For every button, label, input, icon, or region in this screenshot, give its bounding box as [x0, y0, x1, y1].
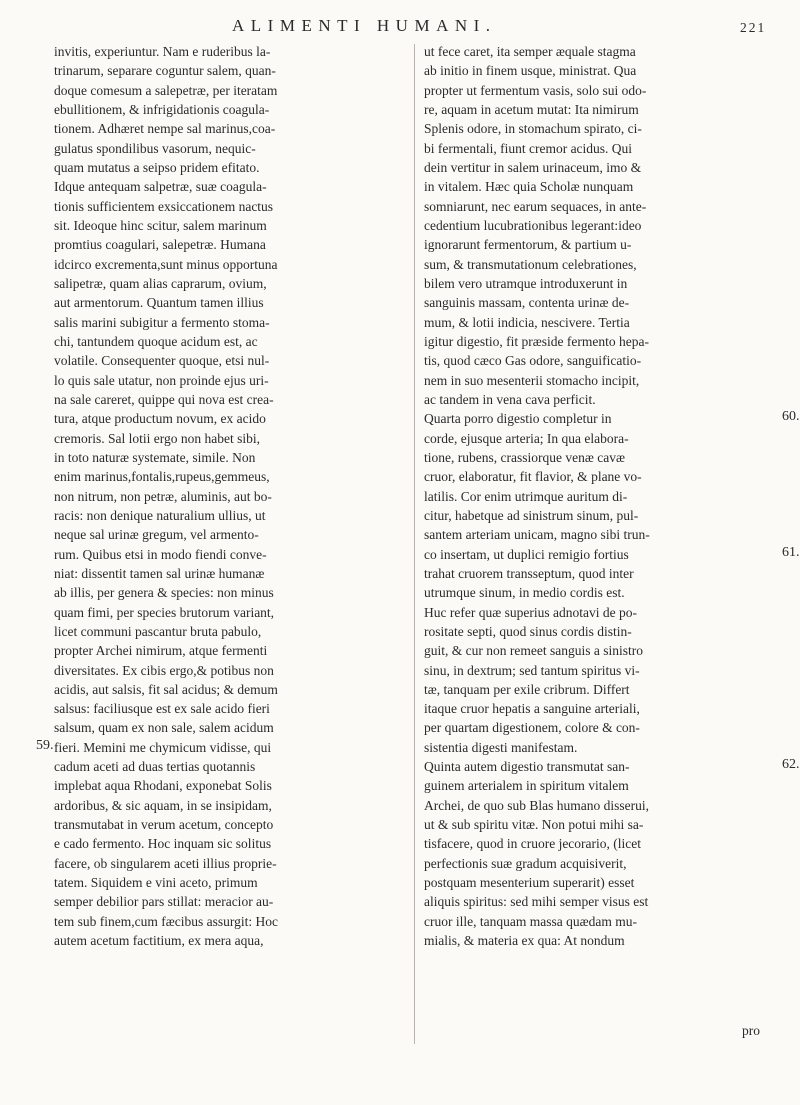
text-line: propter ut fermentum vasis, solo sui odo- — [424, 82, 647, 98]
text-line: e cado fermento. Hoc inquam sic solitus — [54, 836, 272, 852]
text-line: cruor ille, tanquam massa quædam mu- — [424, 913, 637, 929]
text-line: Archei, de quo sub Blas humano disserui, — [424, 797, 649, 813]
text-line: gulatus spondilibus vasorum, nequic- — [54, 140, 256, 156]
text-line: semper debilior pars stillat: meracior au- — [54, 894, 274, 910]
text-line: fieri. Memini me chymicum vidisse, qui — [54, 739, 272, 755]
text-line: quam mutatus a seipso pridem efitato. — [54, 159, 260, 175]
text-line: Idque antequam salpetræ, suæ coagula- — [54, 179, 267, 195]
text-line: tatem. Siquidem e vini aceto, primum — [54, 875, 258, 891]
text-line: tionis sufficientem exsiccationem nactus — [54, 198, 274, 214]
text-line: na sale careret, quippe qui nova est crea- — [54, 391, 274, 407]
text-line: ebullitionem, & infrigidationis coagula- — [54, 101, 270, 117]
column-divider — [414, 44, 415, 1044]
text-line: co insertam, ut duplici remigio fortius — [424, 546, 629, 562]
text-line: chi, tantundem quoque acidum est, ac — [54, 333, 258, 349]
text-line: trahat cruorem transseptum, quod inter — [424, 565, 634, 581]
text-line: guinem arterialem in spiritum vitalem — [424, 778, 629, 794]
text-line: rum. Quibus etsi in modo fiendi conve- — [54, 546, 267, 562]
text-line: somniarunt, nec earum sequaces, in ante- — [424, 198, 647, 214]
text-line: ab initio in finem usque, ministrat. Qua — [424, 63, 637, 79]
text-line: neque sal urinæ gregum, vel armento- — [54, 527, 259, 543]
text-line: sinu, in dextrum; sed tantum spiritus vi- — [424, 662, 640, 678]
text-line: implebat aqua Rhodani, exponebat Solis — [54, 778, 272, 794]
paragraph-number: 59. — [36, 737, 54, 753]
paragraph-number: 62. — [782, 757, 800, 773]
text-line: autem acetum factitium, ex mera aqua, — [54, 933, 264, 949]
text-line: sum, & transmutationum celebrationes, — [424, 256, 637, 272]
text-line: perfectionis suæ gradum acquisiverit, — [424, 855, 627, 871]
text-line: Huc refer quæ superius adnotavi de po- — [424, 604, 637, 620]
text-line: doque comesum a salepetræ, per iteratam — [54, 82, 278, 98]
text-line: Quarta porro digestio completur in — [424, 411, 612, 427]
text-line: acidis, aut salsis, fit sal acidus; & demum — [54, 681, 278, 697]
text-line: sanguinis massam, contenta urinæ de- — [424, 295, 630, 311]
text-line: guit, & cur non remeet sanguis a sinistro — [424, 643, 643, 659]
text-line: volatile. Consequenter quoque, etsi nul- — [54, 353, 270, 369]
text-line: invitis, experiuntur. Nam e ruderibus la- — [54, 44, 271, 59]
text-line: Quinta autem digestio transmutat san- — [424, 759, 630, 775]
text-line: ignorarunt fermentorum, & partium u- — [424, 237, 632, 253]
text-line: niat: dissentit tamen sal urinæ humanæ — [54, 565, 265, 581]
left-column-text — [54, 42, 410, 950]
text-line: latilis. Cor enim utrimque auritum di- — [424, 488, 628, 504]
right-column-text — [424, 42, 780, 950]
text-line: idcirco excrementa,sunt minus opportuna — [54, 256, 278, 272]
running-head: ALIMENTI HUMANI. — [232, 16, 497, 35]
text-line: corde, ejusque arteria; In qua elabora- — [424, 430, 629, 446]
text-line: salsus: faciliusque est ex sale acido fieri — [54, 701, 270, 717]
text-line: salis marini subigitur a fermento stoma- — [54, 314, 270, 330]
text-line: enim marinus,fontalis,rupeus,gemmeus, — [54, 469, 270, 485]
text-line: licet communi pascantur bruta pabulo, — [54, 623, 262, 639]
text-line: igitur digestio, fit præside fermento hepa- — [424, 333, 649, 349]
text-line: trinarum, separare coguntur salem, quan- — [54, 63, 276, 79]
text-line: cruor, elaboratur, fit flavior, & plane vo- — [424, 469, 642, 485]
text-line: nem in suo mesenterii stomacho incipit, — [424, 372, 640, 388]
text-line: cremoris. Sal lotii ergo non habet sibi, — [54, 430, 260, 446]
text-line: itaque cruor hepatis a sanguine arteriali, — [424, 701, 640, 717]
text-line: mialis, & materia ex qua: At nondum — [424, 933, 625, 949]
text-line: tæ, tanquam per exile cribrum. Differt — [424, 681, 630, 697]
text-line: mum, & lotii indicia, nescivere. Tertia — [424, 314, 630, 330]
text-line: cedentium lucubrationibus legerant:ideo — [424, 217, 642, 233]
text-line: promtius coagulari, salepetræ. Humana — [54, 237, 266, 253]
text-line: postquam mesenterium superarit) esset — [424, 875, 635, 891]
text-line: dein vertitur in salem urinaceum, imo & — [424, 159, 642, 175]
text-line: diversitates. Ex cibis ergo,& potibus non — [54, 662, 274, 678]
text-line: aliquis spiritus: sed mihi semper visus est — [424, 894, 649, 910]
text-line: citur, habetque ad sinistrum sinum, pul- — [424, 507, 639, 523]
paragraph-number: 61. — [782, 544, 800, 560]
text-line: ac tandem in vena cava perficit. — [424, 391, 596, 407]
text-line: ut fece caret, ita semper æquale stagma — [424, 44, 636, 59]
text-line: sit. Ideoque hinc scitur, salem marinum — [54, 217, 267, 233]
text-line: ab illis, per genera & species: non minus — [54, 585, 274, 601]
text-line: sistentia digesti manifestam. — [424, 739, 578, 755]
text-line: cadum aceti ad duas tertias quotannis — [54, 759, 256, 775]
paragraph-number: 60. — [782, 409, 800, 425]
text-line: tem sub finem,cum fæcibus assurgit: Hoc — [54, 913, 278, 929]
text-line: salsum, quam ex non sale, salem acidum — [54, 720, 274, 736]
text-line: tura, atque productum novum, ex acido — [54, 411, 266, 427]
text-line: in vitalem. Hæc quia Scholæ nunquam — [424, 179, 634, 195]
text-line: Splenis odore, in stomachum spirato, ci- — [424, 121, 642, 137]
text-line: facere, ob singularem aceti illius proprie- — [54, 855, 277, 871]
text-line: propter Archei nimirum, atque fermenti — [54, 643, 268, 659]
text-line: non nitrum, non petræ, aluminis, aut bo- — [54, 488, 272, 504]
text-line: salipetræ, quam alias caprarum, ovium, — [54, 275, 267, 291]
page-number: 221 — [740, 20, 767, 35]
text-line: per quartam digestionem, colore & con- — [424, 720, 640, 736]
text-line: santem arteriam unicam, magno sibi trun- — [424, 527, 650, 543]
text-line: re, aquam in acetum mutat: Ita nimirum — [424, 101, 639, 117]
text-line: racis: non denique naturalium ullius, ut — [54, 507, 266, 523]
text-line: rositate septi, quod sinus cordis distin- — [424, 623, 632, 639]
text-line: ut & sub spiritu vitæ. Non potui mihi sa- — [424, 817, 644, 833]
text-line: transmutabat in verum acetum, concepto — [54, 817, 274, 833]
text-line: tionem. Adhæret nempe sal marinus,coa- — [54, 121, 276, 137]
text-line: tisfacere, quod in cruore jecorario, (licet — [424, 836, 642, 852]
text-line: aut armentorum. Quantum tamen illius — [54, 295, 264, 311]
text-line: utrumque sinum, in medio cordis est. — [424, 585, 625, 601]
text-line: bi fermentali, fiunt cremor acidus. Qui — [424, 140, 633, 156]
catchword: pro — [742, 1023, 760, 1038]
text-line: quam fimi, per species brutorum variant, — [54, 604, 275, 620]
text-line: tis, quod cæco Gas odore, sanguificatio- — [424, 353, 642, 369]
text-line: lo quis sale utatur, non proinde ejus uri- — [54, 372, 269, 388]
text-line: ardoribus, & sic aquam, in se insipidam, — [54, 797, 272, 813]
text-line: bilem vero utramque introduxerunt in — [424, 275, 628, 291]
text-line: tione, rubens, crassiorque venæ cavæ — [424, 449, 625, 465]
text-line: in toto naturæ systemate, simile. Non — [54, 449, 256, 465]
